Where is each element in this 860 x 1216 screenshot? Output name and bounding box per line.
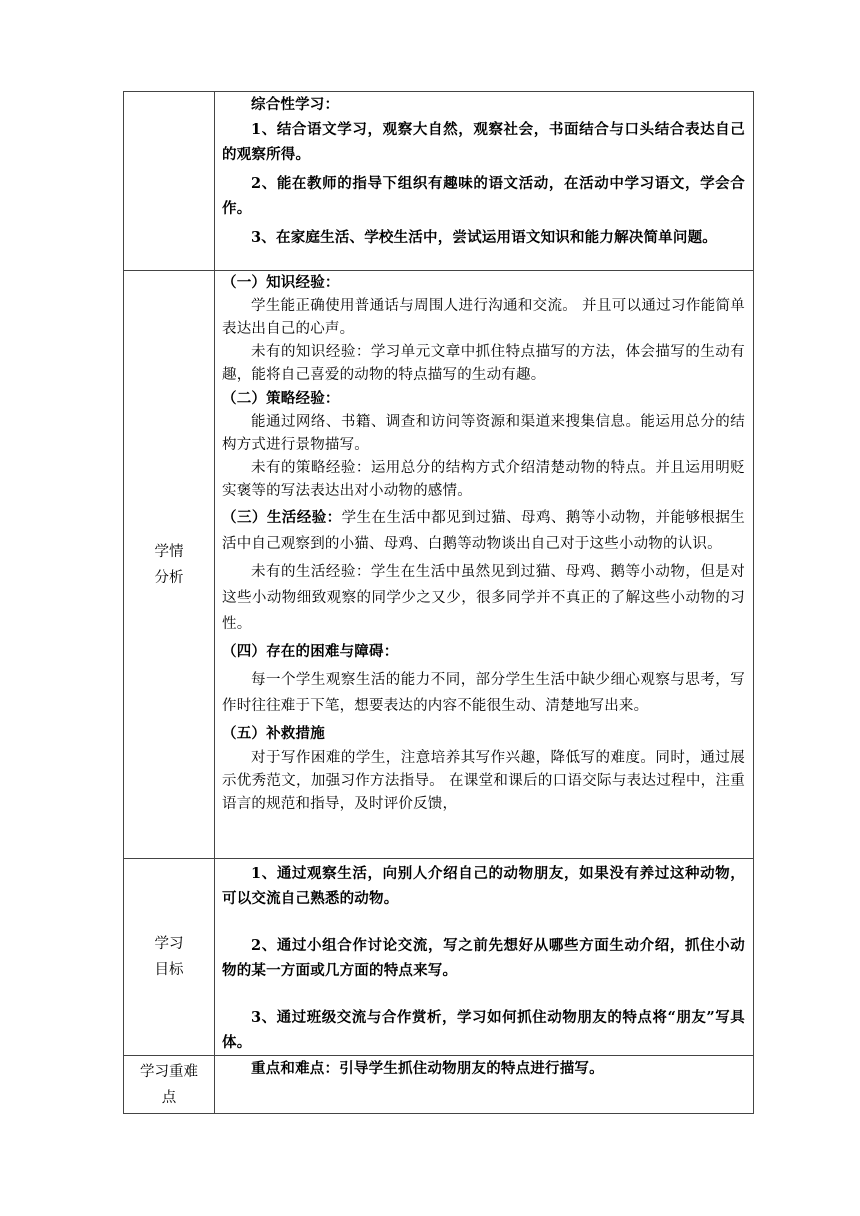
goals-content-cell bbox=[215, 859, 754, 1056]
analysis-label-line1: 学情 bbox=[154, 543, 184, 560]
analysis-s5-p1: 对于写作困难的学生，注意培养其写作兴趣，降低写的难度。同时，通过展示优秀范文，加强习作方法指导。 在课堂和课后的口语交际与表达过程中，注重语言的规范和指导，及时评价反馈， bbox=[222, 750, 745, 812]
analysis-content bbox=[222, 271, 745, 857]
analysis-s3-para: （三）生活经验：学生在生活中都见到过猫、母鸡、鹅等小动物，并能够根据生活中自己观察到的小猫、母鸡、白鹅等动物谈出自己对于这些小动物的认识。 bbox=[222, 509, 745, 552]
analysis-s1-p1: 学生能正确使用普通话与周围人进行沟通和交流。 并且可以通过习作能简单表达出自己的心声。 bbox=[222, 298, 745, 337]
comprehensive-item-3: 3、在家庭生活、学校生活中，尝试运用语文知识和能力解决简单问题。 bbox=[251, 229, 717, 246]
analysis-s4-title: （四）存在的困难与障碍： bbox=[222, 643, 399, 660]
table-row bbox=[124, 271, 754, 859]
table-row bbox=[124, 92, 754, 271]
goals-label-line2: 目标 bbox=[154, 962, 184, 978]
comprehensive-content-cell bbox=[215, 92, 754, 271]
analysis-s4-p1: 每一个学生观察生活的能力不同，部分学生生活中缺少细心观察与思考，写作时往往难于下笔，想要表达的内容不能很生动、清楚地写出来。 bbox=[222, 672, 745, 714]
analysis-content-cell bbox=[215, 271, 754, 859]
analysis-s2-p1: 能通过网络、书籍、调查和访问等资源和渠道来搜集信息。能运用总分的结构方式进行景物描写。 bbox=[222, 414, 745, 453]
keypoints-text: 重点和难点：引导学生抓住动物朋友的特点进行描写。 bbox=[251, 1060, 604, 1077]
goals-item-1: 1、通过观察生活，向别人介绍自己的动物朋友，如果没有养过这种动物，可以交流自己熟悉的动物。 bbox=[222, 865, 745, 907]
analysis-s1-p2: 未有的知识经验：学习单元文章中抓住特点描写的方法，体会描写的生动有趣，能将自己喜爱的动物的特点描写的生动有趣。 bbox=[222, 344, 745, 383]
goals-label-line1: 学习 bbox=[154, 936, 184, 952]
keypoints-label-cell bbox=[124, 1056, 215, 1114]
table-row bbox=[124, 1056, 754, 1114]
keypoints-content-cell bbox=[215, 1056, 754, 1114]
analysis-s5-title: （五）补救措施 bbox=[222, 725, 325, 742]
analysis-label-cell bbox=[124, 271, 215, 859]
analysis-s3-p2: 未有的生活经验：学生在生活中虽然见到过猫、母鸡、鹅等小动物，但是对这些小动物细致观察的同学少之又少，很多同学并不真正的了解这些小动物的习性。 bbox=[222, 564, 745, 632]
goals-label-cell bbox=[124, 859, 215, 1056]
comprehensive-item-2: 2、能在教师的指导下组织有趣味的语文活动，在活动中学习语文，学会合作。 bbox=[222, 175, 745, 217]
comprehensive-heading: 综合性学习： bbox=[251, 96, 340, 113]
comprehensive-label-cell bbox=[124, 92, 215, 271]
goals-item-3: 3、通过班级交流与合作赏析，学习如何抓住动物朋友的特点将“朋友”写具体。 bbox=[222, 1009, 745, 1051]
analysis-s1-title: （一）知识经验： bbox=[222, 274, 340, 291]
comprehensive-item-1: 1、结合语文学习，观察大自然，观察社会，书面结合与口头结合表达自己的观察所得。 bbox=[222, 121, 745, 163]
lesson-plan-table bbox=[123, 91, 754, 1114]
goals-item-2: 2、通过小组合作讨论交流，写之前先想好从哪些方面生动介绍，抓住小动物的某一方面或几方面的特点来写。 bbox=[222, 937, 745, 979]
table-row bbox=[124, 859, 754, 1056]
analysis-s2-title: （二）策略经验： bbox=[222, 390, 340, 407]
keypoints-label: 学习重难点 bbox=[140, 1063, 198, 1106]
analysis-label-line2: 分析 bbox=[154, 569, 184, 586]
analysis-s2-p2: 未有的策略经验：运用总分的结构方式介绍清楚动物的特点。并且运用明贬实褒等的写法表达出对小动物的感情。 bbox=[222, 460, 745, 499]
